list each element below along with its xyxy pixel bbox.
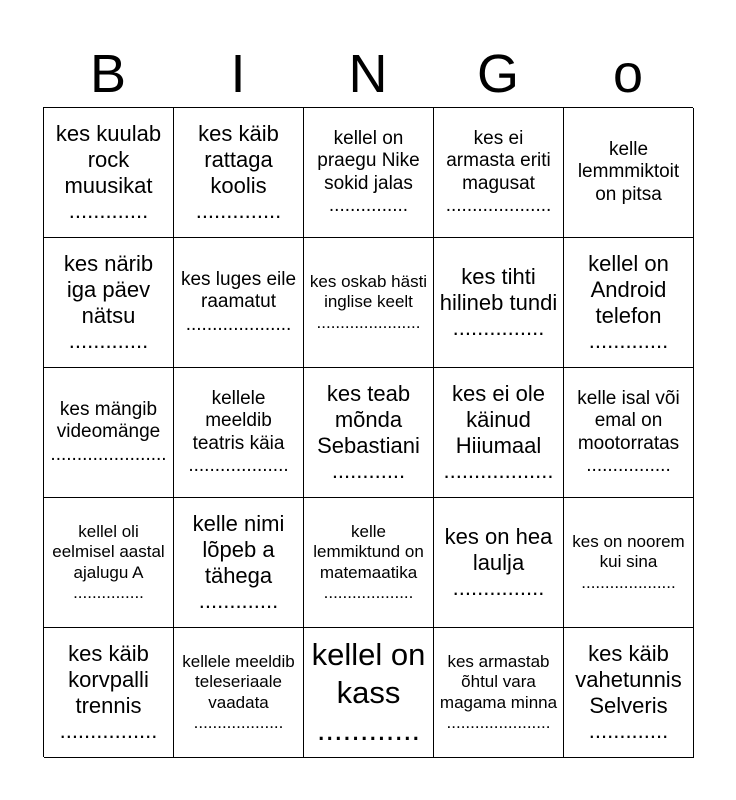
bingo-cell[interactable] xyxy=(44,368,174,498)
header-letter-g: G xyxy=(476,44,519,104)
bingo-cell-text: kes on noorem kui sina .................... xyxy=(572,532,685,592)
bingo-cell[interactable] xyxy=(434,498,564,628)
bingo-cell-text: kellel oli eelmisel aastal ajalugu A ............... xyxy=(52,522,165,602)
bingo-cell[interactable] xyxy=(564,108,694,238)
bingo-cell[interactable] xyxy=(304,108,434,238)
bingo-cell-text: kellel on Android telefon ............. xyxy=(588,250,669,354)
bingo-cell-text: kes teab mõnda Sebastiani ............ xyxy=(317,380,420,484)
bingo-cell-text: kelle lemmiktund on matemaatika ................... xyxy=(313,522,424,602)
bingo-cell[interactable] xyxy=(434,108,564,238)
bingo-cell[interactable] xyxy=(304,498,434,628)
bingo-cell[interactable] xyxy=(434,368,564,498)
bingo-cell[interactable] xyxy=(44,238,174,368)
bingo-cell-text: kes ei armasta eriti magusat .................... xyxy=(445,127,552,216)
bingo-cell[interactable] xyxy=(174,238,304,368)
bingo-cell-text: kes tihti hilineb tundi ............... xyxy=(439,263,558,341)
bingo-cell-text: kellel on praegu Nike sokid jalas ............... xyxy=(317,127,420,216)
bingo-cell[interactable] xyxy=(564,498,694,628)
bingo-cell-text: kellele meeldib teleseriaale vaadata ................... xyxy=(182,652,295,732)
bingo-cell[interactable] xyxy=(304,238,434,368)
bingo-cell[interactable] xyxy=(44,498,174,628)
bingo-cell[interactable] xyxy=(174,498,304,628)
header-letter-b: B xyxy=(89,44,127,104)
bingo-cell[interactable] xyxy=(44,628,174,758)
bingo-cell-text: kellel on kass ............ xyxy=(311,636,426,748)
bingo-cell-text: kelle isal või emal on mootorratas ................ xyxy=(577,387,680,476)
bingo-cell-text: kes on hea laulja ............... xyxy=(444,523,553,601)
bingo-cell-text: kes käib vahetunnis Selveris ............. xyxy=(575,640,682,744)
bingo-cell[interactable] xyxy=(434,628,564,758)
bingo-cell-text: kes oskab hästi inglise keelt ...................... xyxy=(309,272,428,332)
bingo-cell[interactable] xyxy=(44,108,174,238)
bingo-cell[interactable] xyxy=(434,238,564,368)
bingo-cell-text: kes käib korvpalli trennis ................ xyxy=(59,640,158,744)
bingo-cell[interactable] xyxy=(564,628,694,758)
header-letter-i: I xyxy=(230,44,246,104)
bingo-cell-text: kes närib iga päev nätsu ............. xyxy=(63,250,154,354)
bingo-cell[interactable] xyxy=(174,368,304,498)
bingo-cell[interactable] xyxy=(564,368,694,498)
header-letter-o: o xyxy=(612,44,644,104)
bingo-cell-text: kes armastab õhtul vara magama minna ...................... xyxy=(439,652,558,732)
bingo-cell-text: kelle nimi lõpeb a tähega ............. xyxy=(192,510,285,614)
bingo-cell-text: kelle lemmmiktoit on pitsa xyxy=(577,138,680,205)
bingo-grid xyxy=(43,107,693,757)
bingo-header xyxy=(43,40,693,108)
bingo-cell[interactable] xyxy=(174,628,304,758)
bingo-cell-text: kellele meeldib teatris käia ................... xyxy=(188,387,289,476)
bingo-cell-text: kes ei ole käinud Hiiumaal .................. xyxy=(443,380,554,484)
bingo-cell-text: kes luges eile raamatut .................... xyxy=(180,268,297,335)
bingo-cell[interactable] xyxy=(304,368,434,498)
bingo-cell-text: kes käib rattaga koolis .............. xyxy=(195,120,282,224)
bingo-cell-text: kes kuulab rock muusikat ............. xyxy=(55,120,162,224)
header-letter-n: N xyxy=(348,44,388,104)
bingo-cell[interactable] xyxy=(564,238,694,368)
bingo-cell[interactable] xyxy=(304,628,434,758)
bingo-cell-text: kes mängib videomänge ...................... xyxy=(50,398,167,465)
bingo-cell[interactable] xyxy=(174,108,304,238)
